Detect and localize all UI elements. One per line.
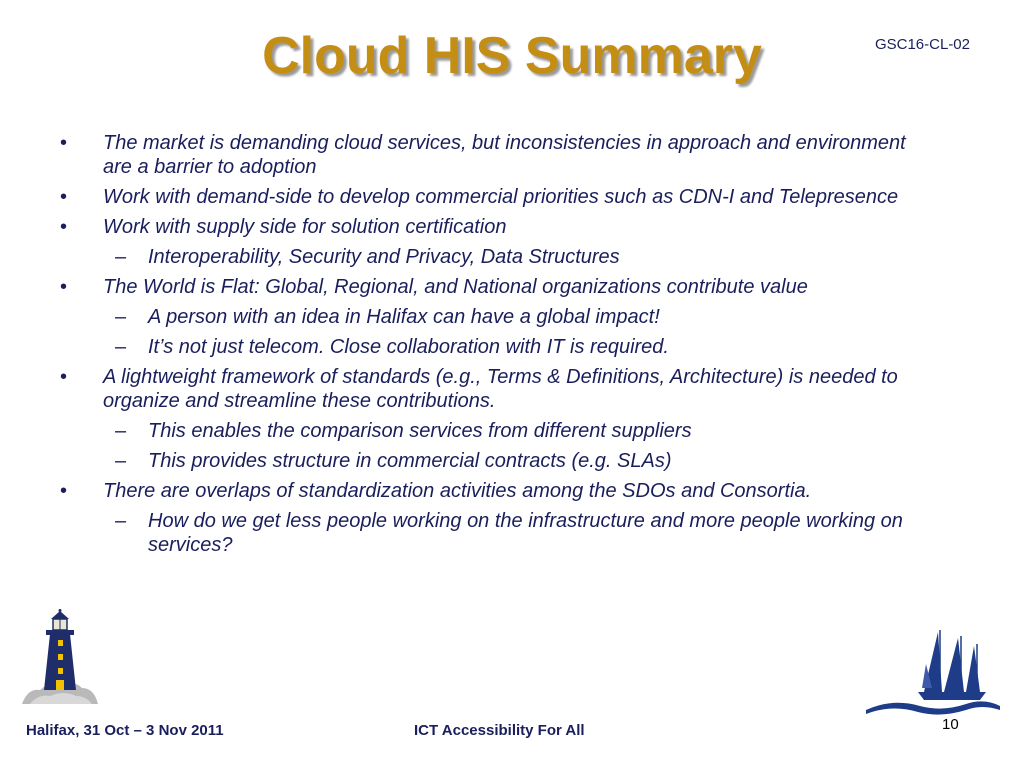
sub-bullet-item (60, 419, 940, 443)
bullet-text: A lightweight framework of standards (e.g., Terms & Definitions, Architecture) is needed to organize and streamline these contributions. (103, 366, 898, 412)
bullet-marker: • (60, 276, 68, 298)
bullet-marker: • (60, 132, 68, 154)
bullet-item (60, 215, 940, 239)
sub-bullet-marker: – (115, 450, 127, 472)
bullet-text: Work with supply side for solution certification (103, 216, 507, 238)
sub-bullet-marker: – (115, 420, 127, 442)
bullet-text: The market is demanding cloud services, but inconsistencies in approach and environment are a barrier to adoption (103, 132, 906, 178)
bullet-item (60, 479, 940, 503)
sub-bullet-item (60, 509, 940, 557)
sub-bullet-item (60, 449, 940, 473)
sub-bullet-item (60, 245, 940, 269)
bullet-text: The World is Flat: Global, Regional, and National organizations contribute value (103, 276, 808, 298)
page-number: 10 (942, 716, 959, 733)
sub-bullet-marker: – (115, 336, 127, 358)
sub-bullet-text: It’s not just telecom. Close collaboration with IT is required. (148, 336, 669, 358)
slide-title: Cloud HIS Summary (262, 27, 762, 85)
bullet-marker: • (60, 366, 68, 388)
sub-bullet-marker: – (115, 306, 127, 328)
sub-bullet-text: Interoperability, Security and Privacy, Data Structures (148, 246, 620, 268)
bullet-marker: • (60, 186, 68, 208)
bullet-item (60, 365, 940, 413)
sailing-ship-icon (862, 628, 1002, 720)
lighthouse-icon (20, 608, 100, 708)
bullet-list (60, 131, 940, 563)
bullet-marker: • (60, 480, 68, 502)
bullet-item (60, 185, 940, 209)
sub-bullet-marker: – (115, 246, 127, 268)
footer-location-date: Halifax, 31 Oct – 3 Nov 2011 (26, 722, 224, 739)
bullet-item (60, 131, 940, 179)
sub-bullet-marker: – (115, 510, 127, 532)
bullet-text: Work with demand-side to develop commercial priorities such as CDN-I and Telepresence (103, 186, 899, 208)
footer-event-name: ICT Accessibility For All (414, 722, 585, 739)
bullet-item (60, 275, 940, 299)
sub-bullet-text: A person with an idea in Halifax can have a global impact! (148, 306, 660, 328)
sub-bullet-text: This provides structure in commercial contracts (e.g. SLAs) (148, 450, 672, 472)
bullet-text: There are overlaps of standardization activities among the SDOs and Consortia. (103, 480, 812, 502)
sub-bullet-text: How do we get less people working on the infrastructure and more people working on services? (148, 510, 903, 556)
sub-bullet-text: This enables the comparison services from different suppliers (148, 420, 692, 442)
sub-bullet-item (60, 305, 940, 329)
sub-bullet-item (60, 335, 940, 359)
bullet-marker: • (60, 216, 68, 238)
document-id: GSC16-CL-02 (874, 36, 970, 53)
